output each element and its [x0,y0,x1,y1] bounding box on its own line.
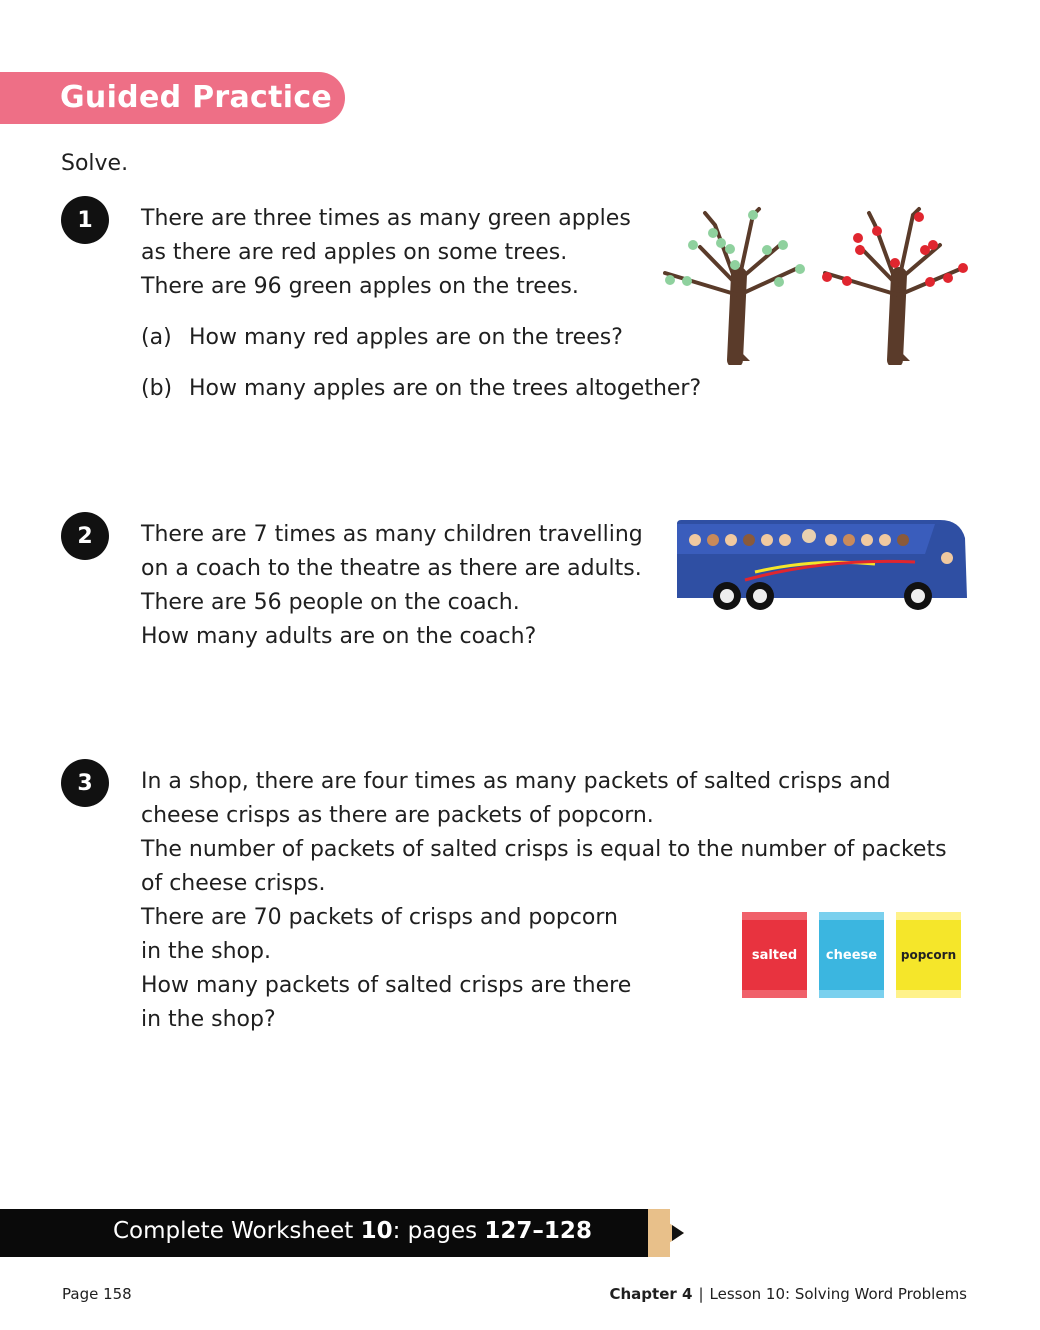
question-1-part-a [141,325,623,350]
chapter-lesson: Chapter 4 | Lesson 10: Solving Word Problems [609,1285,967,1303]
salted-packet [742,912,807,998]
question-line: as there are red apples on some trees. [141,240,568,265]
section-title: Guided Practice [60,80,333,115]
apple-trees-illustration [655,205,975,365]
question-line: cheese crisps as there are packets of popcorn. [141,803,654,828]
question-2-text [141,518,643,654]
pencil-tip-icon [648,1209,688,1257]
coach-illustration [675,518,970,613]
worksheet-number: 10 [360,1218,393,1244]
question-line: in the shop? [141,1007,276,1032]
snack-packets-illustration [740,908,965,1003]
question-line: on a coach to the theatre as there are adults. [141,556,642,581]
question-number-2: 2 [61,512,109,560]
question-line: How many packets of salted crisps are there [141,973,632,998]
question-number-1: 1 [61,196,109,244]
part-label: (b) [141,376,173,401]
question-line: There are 70 packets of crisps and popcorn [141,905,618,930]
part-label: (a) [141,325,172,350]
part-text: How many apples are on the trees altogether? [189,376,702,401]
question-number-3: 3 [61,759,109,807]
popcorn-packet-label: popcorn [900,948,957,962]
question-line: In a shop, there are four times as many packets of salted crisps and [141,769,891,794]
question-line: in the shop. [141,939,271,964]
section-banner [0,72,345,124]
salted-packet-label: salted [751,948,798,963]
worksheet-bar [0,1209,650,1257]
question-1-text [141,202,631,304]
question-line: How many adults are on the coach? [141,624,537,649]
popcorn-packet [896,912,961,998]
worksheet-pages: 127–128 [484,1218,592,1244]
instruction-text: Solve. [61,151,129,176]
question-1-part-b [141,376,701,401]
cheese-packet [819,912,884,998]
question-line: There are 96 green apples on the trees. [141,274,579,299]
page-number: Page 158 [62,1285,132,1303]
question-line: There are 7 times as many children travelling [141,522,643,547]
lesson-label: Lesson 10: Solving Word Problems [709,1285,967,1303]
question-line: There are three times as many green apples [141,206,631,231]
worksheet-text: Complete Worksheet 10: pages 127–128 [113,1218,592,1244]
question-line: of cheese crisps. [141,871,326,896]
part-text: How many red apples are on the trees? [189,325,623,350]
question-line: There are 56 people on the coach. [141,590,520,615]
question-line: The number of packets of salted crisps is equal to the number of packets [141,837,947,862]
cheese-packet-label: cheese [825,948,878,963]
chapter-label: Chapter 4 [609,1285,693,1303]
